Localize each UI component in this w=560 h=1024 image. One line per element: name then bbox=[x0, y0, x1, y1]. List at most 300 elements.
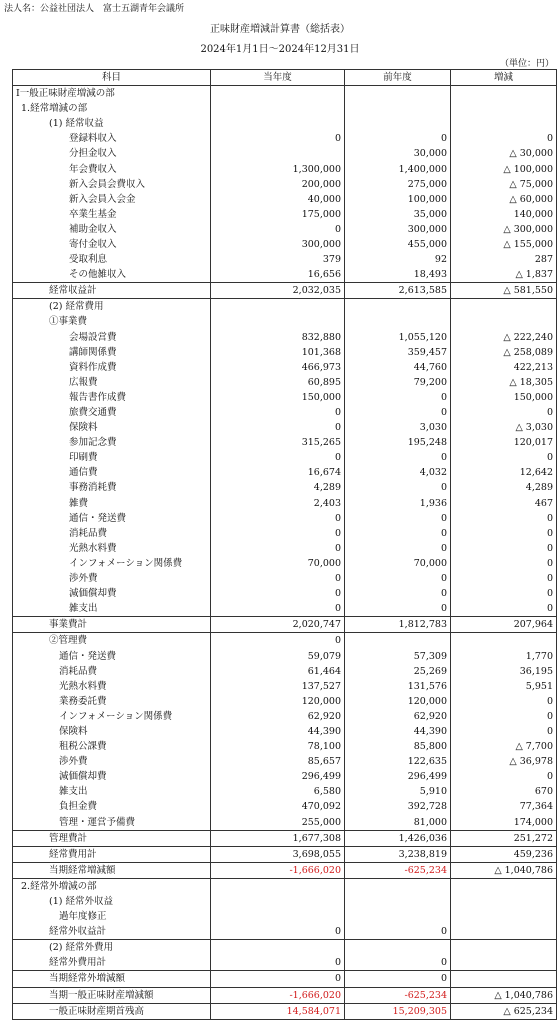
current-year-value: 315,265 bbox=[211, 435, 345, 450]
change-value: △ 1,837 bbox=[451, 267, 557, 283]
header-row bbox=[13, 70, 557, 86]
current-year-value: 0 bbox=[211, 405, 345, 420]
row-label: 経常収益計 bbox=[13, 283, 211, 299]
statement-rows bbox=[13, 86, 557, 1020]
row-label: 新入会員会費収入 bbox=[13, 177, 211, 192]
current-year-value: 2,020,747 bbox=[211, 617, 345, 633]
row-label: 新入会員入会金 bbox=[13, 192, 211, 207]
current-year-value: 175,000 bbox=[211, 207, 345, 222]
table-row bbox=[13, 694, 557, 709]
table-row bbox=[13, 784, 557, 799]
change-value: 0 bbox=[451, 511, 557, 526]
table-row bbox=[13, 664, 557, 679]
previous-year-value: 195,248 bbox=[345, 435, 451, 450]
previous-year-value: 5,910 bbox=[345, 784, 451, 799]
current-year-value: 0 bbox=[211, 131, 345, 146]
row-label: 年会費収入 bbox=[13, 161, 211, 176]
previous-year-value: 1,936 bbox=[345, 496, 451, 511]
column-header-change: 増減 bbox=[451, 70, 557, 86]
table-row bbox=[13, 299, 557, 315]
change-value: 0 bbox=[451, 586, 557, 601]
change-value: △ 581,550 bbox=[451, 283, 557, 299]
row-label: インフォメーション関係費 bbox=[13, 556, 211, 571]
current-year-value: 62,920 bbox=[211, 709, 345, 724]
table-row bbox=[13, 526, 557, 541]
current-year-value: 59,079 bbox=[211, 648, 345, 663]
change-value: 120,017 bbox=[451, 435, 557, 450]
change-value: 77,364 bbox=[451, 799, 557, 814]
change-value: 174,000 bbox=[451, 815, 557, 831]
previous-year-value: 0 bbox=[345, 390, 451, 405]
previous-year-value: 44,760 bbox=[345, 360, 451, 375]
change-value bbox=[451, 894, 557, 909]
row-label: 受取利息 bbox=[13, 252, 211, 267]
row-label: 登録料収入 bbox=[13, 131, 211, 146]
previous-year-value: 122,635 bbox=[345, 754, 451, 769]
fiscal-period: 2024年1月1日～2024年12月31日 bbox=[200, 44, 360, 55]
previous-year-value: 44,390 bbox=[345, 724, 451, 739]
table-row bbox=[13, 390, 557, 405]
change-value: 0 bbox=[451, 571, 557, 586]
table-row bbox=[13, 360, 557, 375]
current-year-value: 4,289 bbox=[211, 480, 345, 495]
table-row bbox=[13, 131, 557, 146]
previous-year-value: 3,030 bbox=[345, 420, 451, 435]
table-row bbox=[13, 815, 557, 831]
previous-year-value bbox=[345, 894, 451, 909]
current-year-value: 3,698,055 bbox=[211, 846, 345, 862]
current-year-value: -1,666,020 bbox=[211, 987, 345, 1003]
previous-year-value: 0 bbox=[345, 541, 451, 556]
current-year-value: 150,000 bbox=[211, 390, 345, 405]
current-year-value: 0 bbox=[211, 511, 345, 526]
change-value: △ 30,000 bbox=[451, 146, 557, 161]
previous-year-value: 15,209,305 bbox=[345, 1003, 451, 1019]
previous-year-value: -625,234 bbox=[345, 862, 451, 878]
row-label: 光熱水料費 bbox=[13, 541, 211, 556]
current-year-value: 200,000 bbox=[211, 177, 345, 192]
row-label: 租税公課費 bbox=[13, 739, 211, 754]
previous-year-value: 0 bbox=[345, 131, 451, 146]
row-label: 管理費計 bbox=[13, 830, 211, 846]
current-year-value: 466,973 bbox=[211, 360, 345, 375]
change-value: 12,642 bbox=[451, 465, 557, 480]
previous-year-value: 0 bbox=[345, 511, 451, 526]
row-label: 旅費交通費 bbox=[13, 405, 211, 420]
current-year-value: 0 bbox=[211, 633, 345, 649]
change-value: 0 bbox=[451, 694, 557, 709]
change-value bbox=[451, 101, 557, 116]
previous-year-value: 1,812,783 bbox=[345, 617, 451, 633]
table-row bbox=[13, 146, 557, 161]
change-value: 0 bbox=[451, 541, 557, 556]
change-value: 670 bbox=[451, 784, 557, 799]
row-label: 分担金収入 bbox=[13, 146, 211, 161]
table-row bbox=[13, 480, 557, 495]
row-label: 経常費用計 bbox=[13, 846, 211, 862]
previous-year-value: 100,000 bbox=[345, 192, 451, 207]
current-year-value bbox=[211, 146, 345, 161]
current-year-value: 0 bbox=[211, 420, 345, 435]
current-year-value bbox=[211, 116, 345, 131]
table-row bbox=[13, 86, 557, 102]
previous-year-value: 1,055,120 bbox=[345, 330, 451, 345]
previous-year-value bbox=[345, 633, 451, 649]
row-label: ①事業費 bbox=[13, 314, 211, 329]
previous-year-value: 0 bbox=[345, 924, 451, 940]
table-row bbox=[13, 846, 557, 862]
current-year-value: 0 bbox=[211, 222, 345, 237]
previous-year-value: 92 bbox=[345, 252, 451, 267]
current-year-value bbox=[211, 909, 345, 924]
current-year-value: 470,092 bbox=[211, 799, 345, 814]
row-label: 通信・発送費 bbox=[13, 511, 211, 526]
change-value: △ 3,030 bbox=[451, 420, 557, 435]
table-row bbox=[13, 971, 557, 987]
current-year-value: 60,895 bbox=[211, 375, 345, 390]
current-year-value bbox=[211, 940, 345, 956]
table-row bbox=[13, 283, 557, 299]
table-row bbox=[13, 511, 557, 526]
current-year-value bbox=[211, 86, 345, 102]
row-label: 業務委託費 bbox=[13, 694, 211, 709]
row-label: 印刷費 bbox=[13, 450, 211, 465]
current-year-value: 0 bbox=[211, 526, 345, 541]
table-row bbox=[13, 739, 557, 754]
row-label: 経常外費用計 bbox=[13, 955, 211, 971]
previous-year-value: 18,493 bbox=[345, 267, 451, 283]
row-label: 雑費 bbox=[13, 496, 211, 511]
current-year-value: 78,100 bbox=[211, 739, 345, 754]
change-value bbox=[451, 314, 557, 329]
change-value: 207,964 bbox=[451, 617, 557, 633]
row-label: 減価償却費 bbox=[13, 769, 211, 784]
current-year-value: 1,677,308 bbox=[211, 830, 345, 846]
table-row bbox=[13, 830, 557, 846]
table-row bbox=[13, 940, 557, 956]
current-year-value: 0 bbox=[211, 601, 345, 617]
previous-year-value: 1,400,000 bbox=[345, 161, 451, 176]
table-row bbox=[13, 617, 557, 633]
current-year-value bbox=[211, 878, 345, 894]
column-header-previous-year: 前年度 bbox=[345, 70, 451, 86]
change-value: 150,000 bbox=[451, 390, 557, 405]
table-row bbox=[13, 909, 557, 924]
row-label: 講師関係費 bbox=[13, 345, 211, 360]
change-value: △ 60,000 bbox=[451, 192, 557, 207]
table-row bbox=[13, 878, 557, 894]
previous-year-value: 455,000 bbox=[345, 237, 451, 252]
previous-year-value: 57,309 bbox=[345, 648, 451, 663]
previous-year-value: 359,457 bbox=[345, 345, 451, 360]
row-label: 渉外費 bbox=[13, 571, 211, 586]
previous-year-value: 4,032 bbox=[345, 465, 451, 480]
previous-year-value: 275,000 bbox=[345, 177, 451, 192]
change-value: △ 75,000 bbox=[451, 177, 557, 192]
table-row bbox=[13, 330, 557, 345]
change-value: 0 bbox=[451, 405, 557, 420]
table-row bbox=[13, 237, 557, 252]
row-label: 減価償却費 bbox=[13, 586, 211, 601]
change-value bbox=[451, 909, 557, 924]
row-label: 消耗品費 bbox=[13, 526, 211, 541]
table-row bbox=[13, 435, 557, 450]
previous-year-value: 0 bbox=[345, 601, 451, 617]
previous-year-value bbox=[345, 86, 451, 102]
change-value bbox=[451, 878, 557, 894]
table-row bbox=[13, 252, 557, 267]
table-row bbox=[13, 1003, 557, 1019]
current-year-value: 2,032,035 bbox=[211, 283, 345, 299]
row-label: (2) 経常外費用 bbox=[13, 940, 211, 956]
change-value: 0 bbox=[451, 601, 557, 617]
previous-year-value: 62,920 bbox=[345, 709, 451, 724]
previous-year-value: 0 bbox=[345, 571, 451, 586]
table-row bbox=[13, 116, 557, 131]
change-value: 459,236 bbox=[451, 846, 557, 862]
change-value: 0 bbox=[451, 724, 557, 739]
table-row bbox=[13, 724, 557, 739]
previous-year-value: 3,238,819 bbox=[345, 846, 451, 862]
current-year-value: 61,464 bbox=[211, 664, 345, 679]
current-year-value: -1,666,020 bbox=[211, 862, 345, 878]
row-label: 負担金費 bbox=[13, 799, 211, 814]
table-row bbox=[13, 894, 557, 909]
change-value: △ 300,000 bbox=[451, 222, 557, 237]
change-value: 4,289 bbox=[451, 480, 557, 495]
previous-year-value: 70,000 bbox=[345, 556, 451, 571]
table-row bbox=[13, 177, 557, 192]
previous-year-value bbox=[345, 878, 451, 894]
column-header-item: 科目 bbox=[13, 70, 211, 86]
current-year-value: 255,000 bbox=[211, 815, 345, 831]
change-value: 0 bbox=[451, 526, 557, 541]
previous-year-value bbox=[345, 940, 451, 956]
current-year-value: 44,390 bbox=[211, 724, 345, 739]
table-row bbox=[13, 161, 557, 176]
change-value: 467 bbox=[451, 496, 557, 511]
change-value: 0 bbox=[451, 556, 557, 571]
change-value: △ 258,089 bbox=[451, 345, 557, 360]
previous-year-value: 0 bbox=[345, 480, 451, 495]
table-row bbox=[13, 345, 557, 360]
current-year-value: 0 bbox=[211, 586, 345, 601]
change-value: 36,195 bbox=[451, 664, 557, 679]
previous-year-value: 81,000 bbox=[345, 815, 451, 831]
table-row bbox=[13, 799, 557, 814]
change-value: 251,272 bbox=[451, 830, 557, 846]
row-label: 補助金収入 bbox=[13, 222, 211, 237]
statement-table bbox=[12, 69, 557, 1020]
row-label: (1) 経常外収益 bbox=[13, 894, 211, 909]
row-label: 通信費 bbox=[13, 465, 211, 480]
change-value: 1,770 bbox=[451, 648, 557, 663]
row-label: インフォメーション関係費 bbox=[13, 709, 211, 724]
previous-year-value: 296,499 bbox=[345, 769, 451, 784]
row-label: 保険料 bbox=[13, 724, 211, 739]
change-value: 0 bbox=[451, 769, 557, 784]
previous-year-value: 0 bbox=[345, 405, 451, 420]
table-row bbox=[13, 267, 557, 283]
current-year-value: 0 bbox=[211, 541, 345, 556]
table-row bbox=[13, 924, 557, 940]
previous-year-value: 30,000 bbox=[345, 146, 451, 161]
row-label: 参加記念費 bbox=[13, 435, 211, 450]
previous-year-value bbox=[345, 909, 451, 924]
table-row bbox=[13, 222, 557, 237]
change-value: 287 bbox=[451, 252, 557, 267]
change-value bbox=[451, 86, 557, 102]
previous-year-value: 79,200 bbox=[345, 375, 451, 390]
row-label: Ⅰ一般正味財産増減の部 bbox=[13, 86, 211, 102]
change-value: △ 18,305 bbox=[451, 375, 557, 390]
change-value: 422,213 bbox=[451, 360, 557, 375]
table-row bbox=[13, 679, 557, 694]
table-row bbox=[13, 101, 557, 116]
previous-year-value: 2,613,585 bbox=[345, 283, 451, 299]
previous-year-value: 0 bbox=[345, 955, 451, 971]
table-row bbox=[13, 586, 557, 601]
row-label: 当期一般正味財産増減額 bbox=[13, 987, 211, 1003]
previous-year-value: 0 bbox=[345, 526, 451, 541]
previous-year-value bbox=[345, 299, 451, 315]
change-value bbox=[451, 955, 557, 971]
unit-label: （単位：円） bbox=[499, 59, 554, 69]
current-year-value: 120,000 bbox=[211, 694, 345, 709]
row-label: 資料作成費 bbox=[13, 360, 211, 375]
change-value bbox=[451, 940, 557, 956]
row-label: 通信・発送費 bbox=[13, 648, 211, 663]
current-year-value: 0 bbox=[211, 571, 345, 586]
table-row bbox=[13, 420, 557, 435]
corporation-name: 法人名：公益社団法人 富士五湖青年会議所 bbox=[4, 4, 185, 14]
table-row bbox=[13, 465, 557, 480]
change-value bbox=[451, 299, 557, 315]
table-row bbox=[13, 207, 557, 222]
previous-year-value: 0 bbox=[345, 586, 451, 601]
current-year-value bbox=[211, 101, 345, 116]
change-value: △ 1,040,786 bbox=[451, 987, 557, 1003]
document-title: 正味財産増減計算書（総括表） bbox=[210, 24, 350, 35]
table-row bbox=[13, 754, 557, 769]
row-label: 事業費計 bbox=[13, 617, 211, 633]
row-label: (2) 経常費用 bbox=[13, 299, 211, 315]
change-value: △ 155,000 bbox=[451, 237, 557, 252]
table-row bbox=[13, 192, 557, 207]
current-year-value: 2,403 bbox=[211, 496, 345, 511]
previous-year-value bbox=[345, 101, 451, 116]
current-year-value: 85,657 bbox=[211, 754, 345, 769]
current-year-value: 16,656 bbox=[211, 267, 345, 283]
previous-year-value: 120,000 bbox=[345, 694, 451, 709]
previous-year-value: 131,576 bbox=[345, 679, 451, 694]
table-row bbox=[13, 648, 557, 663]
current-year-value: 40,000 bbox=[211, 192, 345, 207]
table-row bbox=[13, 987, 557, 1003]
row-label: その他雑収入 bbox=[13, 267, 211, 283]
row-label: (1) 経常収益 bbox=[13, 116, 211, 131]
change-value: △ 222,240 bbox=[451, 330, 557, 345]
table-row bbox=[13, 556, 557, 571]
table-row bbox=[13, 496, 557, 511]
row-label: 会場設営費 bbox=[13, 330, 211, 345]
current-year-value: 70,000 bbox=[211, 556, 345, 571]
current-year-value bbox=[211, 314, 345, 329]
current-year-value: 14,584,071 bbox=[211, 1003, 345, 1019]
current-year-value: 6,580 bbox=[211, 784, 345, 799]
previous-year-value: 25,269 bbox=[345, 664, 451, 679]
change-value bbox=[451, 116, 557, 131]
row-label: 消耗品費 bbox=[13, 664, 211, 679]
table-row bbox=[13, 633, 557, 649]
current-year-value bbox=[211, 299, 345, 315]
change-value: 0 bbox=[451, 709, 557, 724]
row-label: 保険料 bbox=[13, 420, 211, 435]
current-year-value: 1,300,000 bbox=[211, 161, 345, 176]
row-label: 管理・運営予備費 bbox=[13, 815, 211, 831]
change-value: 0 bbox=[451, 131, 557, 146]
previous-year-value: 300,000 bbox=[345, 222, 451, 237]
current-year-value bbox=[211, 894, 345, 909]
row-label: 過年度修正 bbox=[13, 909, 211, 924]
previous-year-value: 1,426,036 bbox=[345, 830, 451, 846]
current-year-value: 0 bbox=[211, 924, 345, 940]
change-value bbox=[451, 971, 557, 987]
row-label: 1.経常増減の部 bbox=[13, 101, 211, 116]
change-value: 140,000 bbox=[451, 207, 557, 222]
previous-year-value: -625,234 bbox=[345, 987, 451, 1003]
change-value: 5,951 bbox=[451, 679, 557, 694]
table-row bbox=[13, 541, 557, 556]
row-label: 渉外費 bbox=[13, 754, 211, 769]
row-label: 一般正味財産期首残高 bbox=[13, 1003, 211, 1019]
current-year-value: 101,368 bbox=[211, 345, 345, 360]
current-year-value: 0 bbox=[211, 955, 345, 971]
change-value: 0 bbox=[451, 450, 557, 465]
change-value: △ 625,234 bbox=[451, 1003, 557, 1019]
column-header-current-year: 当年度 bbox=[211, 70, 345, 86]
previous-year-value: 0 bbox=[345, 971, 451, 987]
current-year-value: 137,527 bbox=[211, 679, 345, 694]
table-row bbox=[13, 405, 557, 420]
row-label: 当期経常増減額 bbox=[13, 862, 211, 878]
change-value bbox=[451, 633, 557, 649]
previous-year-value: 0 bbox=[345, 450, 451, 465]
current-year-value: 379 bbox=[211, 252, 345, 267]
row-label: 当期経常外増減額 bbox=[13, 971, 211, 987]
row-label: 雑支出 bbox=[13, 784, 211, 799]
table-row bbox=[13, 450, 557, 465]
previous-year-value: 85,800 bbox=[345, 739, 451, 754]
current-year-value: 832,880 bbox=[211, 330, 345, 345]
current-year-value: 16,674 bbox=[211, 465, 345, 480]
previous-year-value: 392,728 bbox=[345, 799, 451, 814]
table-row bbox=[13, 955, 557, 971]
current-year-value: 0 bbox=[211, 971, 345, 987]
table-row bbox=[13, 314, 557, 329]
change-value: △ 1,040,786 bbox=[451, 862, 557, 878]
row-label: ②管理費 bbox=[13, 633, 211, 649]
table-row bbox=[13, 571, 557, 586]
row-label: 2.経常外増減の部 bbox=[13, 878, 211, 894]
change-value bbox=[451, 924, 557, 940]
change-value: △ 36,978 bbox=[451, 754, 557, 769]
row-label: 事務消耗費 bbox=[13, 480, 211, 495]
table-row bbox=[13, 601, 557, 617]
row-label: 広報費 bbox=[13, 375, 211, 390]
current-year-value: 300,000 bbox=[211, 237, 345, 252]
change-value: △ 7,700 bbox=[451, 739, 557, 754]
